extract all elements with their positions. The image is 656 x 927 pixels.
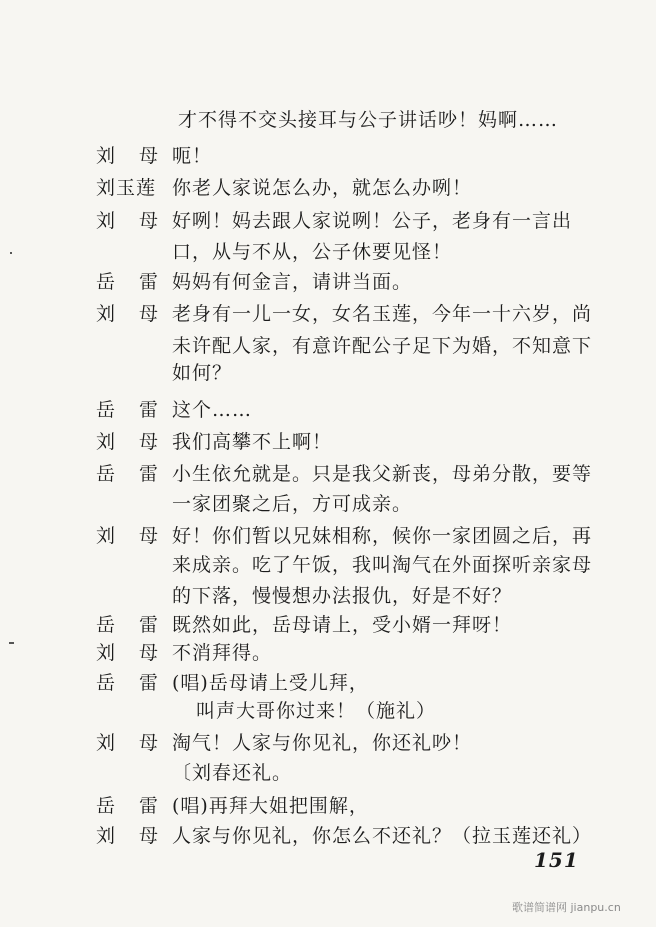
speaker-char: 刘 — [96, 145, 116, 167]
speaker-char: 雷 — [138, 463, 158, 485]
speaker-name — [96, 820, 158, 852]
page-number: 151 — [534, 848, 579, 872]
speaker-name — [96, 520, 158, 552]
script-line — [0, 790, 656, 822]
script-line — [0, 549, 656, 581]
speaker-char: 母 — [138, 525, 158, 547]
speaker-char: 母 — [138, 431, 158, 453]
speaker-char: 母 — [138, 732, 158, 754]
speaker-char: 刘 — [96, 825, 116, 847]
script-line — [0, 266, 656, 298]
speaker-char: 岳 — [96, 463, 116, 485]
speaker-char: 母 — [138, 642, 158, 664]
script-line — [0, 727, 656, 759]
dialogue-text: 如何？ — [172, 362, 233, 384]
speaker-name — [96, 298, 158, 330]
speaker-char: 刘 — [96, 210, 116, 232]
speaker-char: 刘玉莲 — [96, 177, 157, 199]
dialogue-text: 既然如此，岳母请上，受小婿一拜呀！ — [172, 614, 513, 636]
speaker-name — [96, 266, 158, 298]
speaker-name — [96, 790, 158, 822]
script-line — [0, 172, 656, 204]
script-line — [0, 357, 656, 389]
dialogue-text: 才不得不交头接耳与公子讲话吵！妈啊…… — [178, 109, 559, 131]
margin-dash — [9, 642, 14, 644]
script-line — [0, 458, 656, 490]
dialogue-text: 口，从与不从，公子休要见怪！ — [172, 241, 453, 263]
speaker-char: 岳 — [96, 271, 116, 293]
speaker-name — [96, 205, 158, 237]
dialogue-text: 来成亲。吃了午饭，我叫淘气在外面探听亲家母 — [172, 554, 593, 576]
speaker-char: 刘 — [96, 642, 116, 664]
dialogue-text: 的下落，慢慢想办法报仇，好是不好？ — [172, 585, 513, 607]
speaker-char: 雷 — [138, 614, 158, 636]
speaker-char: 母 — [138, 303, 158, 325]
speaker-char: 刘 — [96, 732, 116, 754]
speaker-char: 雷 — [138, 399, 158, 421]
script-line — [0, 520, 656, 552]
dialogue-text: 呃！ — [172, 145, 213, 167]
speaker-char: 母 — [138, 210, 158, 232]
dialogue-text: 淘气！人家与你见礼，你还礼吵！ — [172, 732, 473, 754]
margin-dot — [10, 252, 12, 254]
script-line — [0, 637, 656, 669]
dialogue-text: 好！你们暂以兄妹相称，候你一家团圆之后，再 — [172, 525, 593, 547]
dialogue-text: (唱)岳母请上受儿拜， — [172, 672, 369, 694]
dialogue-text: 老身有一儿一女，女名玉莲，今年一十六岁，尚 — [172, 303, 593, 325]
speaker-name — [96, 637, 158, 669]
script-line — [0, 695, 656, 727]
watermark: 歌谱简谱网 jianpu.cn — [512, 901, 621, 914]
speaker-name — [96, 458, 158, 490]
dialogue-text: 小生依允就是。只是我父新丧，母弟分散，要等 — [172, 463, 593, 485]
script-line — [0, 394, 656, 426]
dialogue-text: 我们高攀不上啊！ — [172, 431, 333, 453]
dialogue-text: 妈妈有何金言，请讲当面。 — [172, 271, 413, 293]
dialogue-text: 叫声大哥你过来！（施礼） — [196, 700, 437, 722]
dialogue-text: 〔刘春还礼。 — [172, 762, 293, 784]
speaker-char: 雷 — [138, 795, 158, 817]
script-line — [0, 488, 656, 520]
script-line — [0, 205, 656, 237]
speaker-char: 雷 — [138, 271, 158, 293]
dialogue-text: 不消拜得。 — [172, 642, 273, 664]
dialogue-text: 人家与你见礼，你怎么不还礼？（拉玉莲还礼） — [172, 825, 593, 847]
speaker-char: 刘 — [96, 525, 116, 547]
speaker-char: 岳 — [96, 672, 116, 694]
script-line — [0, 104, 656, 136]
speaker-char: 刘 — [96, 431, 116, 453]
speaker-char: 岳 — [96, 614, 116, 636]
speaker-name — [96, 727, 158, 759]
dialogue-text: 你老人家说怎么办，就怎么办咧！ — [172, 177, 473, 199]
speaker-char: 岳 — [96, 795, 116, 817]
speaker-name — [96, 394, 158, 426]
speaker-char: 母 — [138, 825, 158, 847]
script-line — [0, 580, 656, 612]
script-line — [0, 236, 656, 268]
dialogue-text: 一家团聚之后，方可成亲。 — [172, 493, 413, 515]
speaker-name — [96, 426, 158, 458]
script-line — [0, 298, 656, 330]
dialogue-text: 这个…… — [172, 399, 253, 421]
speaker-char: 岳 — [96, 399, 116, 421]
speaker-name — [96, 140, 158, 172]
dialogue-text: 未许配人家，有意许配公子足下为婚，不知意下 — [172, 335, 593, 357]
speaker-char: 母 — [138, 145, 158, 167]
speaker-char: 刘 — [96, 303, 116, 325]
script-line — [0, 757, 656, 789]
speaker-char: 雷 — [138, 672, 158, 694]
speaker-name — [96, 172, 156, 204]
dialogue-text: 好咧！妈去跟人家说咧！公子，老身有一言出 — [172, 210, 573, 232]
dialogue-text: (唱)再拜大姐把围解， — [172, 795, 369, 817]
script-line — [0, 140, 656, 172]
script-line — [0, 426, 656, 458]
